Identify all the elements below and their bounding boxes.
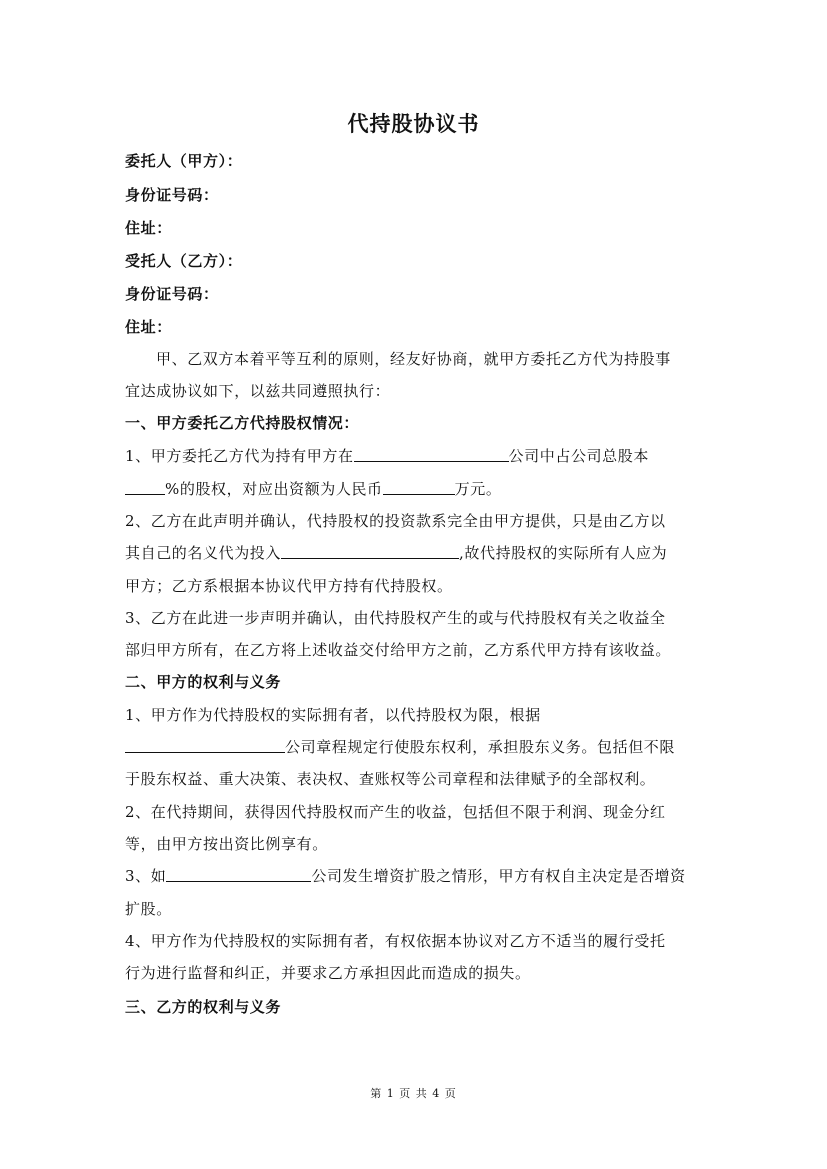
intro-line-1: 甲、乙双方本着平等互利的原则，经友好协商，就甲方委托乙方代为持股事	[156, 350, 671, 368]
party-a-id-label: 身份证号码：	[125, 186, 219, 204]
s1-paragraph-2-line-1: 2、乙方在此声明并确认，代持股权的投资款系完全由甲方提供，只是由乙方以	[125, 512, 666, 530]
s1-p1-text-c: %的股权，对应出资额为人民币	[165, 480, 383, 498]
capital-increase-company-blank[interactable]	[166, 867, 311, 882]
section-2-heading: 二、甲方的权利与义务	[125, 673, 282, 691]
s1-p2-text-b: ,故代持股权的实际所有人应为	[459, 544, 668, 562]
s2-p1-text-b: 公司章程规定行使股东权利，承担股东义务。包括但不限	[285, 738, 676, 756]
s1-paragraph-1-line-1	[125, 445, 649, 466]
s1-paragraph-3-line-2: 部归甲方所有，在乙方将上述收益交付给甲方之前，乙方系代甲方持有该收益。	[125, 641, 672, 659]
party-a-label: 委托人（甲方）：	[125, 152, 243, 170]
page-number: 第 1 页 共 4 页	[370, 1087, 457, 1100]
s2-paragraph-4-line-1: 4、甲方作为代持股权的实际拥有者，有权依据本协议对乙方不适当的履行受托	[125, 932, 666, 950]
s2-paragraph-3-line-1	[125, 865, 686, 886]
s1-p1-text-b: 公司中占公司总股本	[508, 447, 649, 465]
s1-paragraph-3-line-1: 3、乙方在此进一步声明并确认，由代持股权产生的或与代持股权有关之收益全	[125, 609, 666, 627]
s1-p1-text-d: 万元。	[454, 480, 502, 498]
document-title: 代持股协议书	[347, 112, 480, 136]
s2-p3-text-a: 3、如	[125, 867, 167, 885]
party-b-id-label: 身份证号码：	[125, 285, 219, 303]
s1-paragraph-1-line-2	[125, 478, 501, 499]
share-percent-blank[interactable]	[125, 480, 165, 495]
company-name-blank[interactable]	[354, 447, 509, 462]
party-b-label: 受托人（乙方）：	[125, 252, 243, 270]
section-3-heading: 三、乙方的权利与义务	[125, 998, 282, 1016]
s2-paragraph-3-line-2: 扩股。	[125, 900, 172, 918]
s1-paragraph-2-line-2	[125, 542, 667, 563]
capital-amount-blank[interactable]	[383, 480, 455, 495]
s2-paragraph-1-line-3: 于股东权益、重大决策、表决权、查账权等公司章程和法律赋予的全部权利。	[125, 770, 656, 788]
s2-paragraph-2-line-2: 等，由甲方按出资比例享有。	[125, 835, 328, 853]
s2-paragraph-1-line-1: 1、甲方作为代持股权的实际拥有者，以代持股权为限，根据	[125, 706, 541, 724]
s2-p3-text-b: 公司发生增资扩股之情形，甲方有权自主决定是否增资	[311, 867, 686, 885]
s2-paragraph-1-line-2	[125, 736, 675, 757]
company-charter-blank[interactable]	[125, 738, 285, 753]
s1-p2-text-a: 其自己的名义代为投入	[125, 544, 282, 562]
s1-paragraph-2-line-3: 甲方；乙方系根据本协议代甲方持有代持股权。	[125, 577, 453, 595]
s2-paragraph-2-line-1: 2、在代持期间，获得因代持股权而产生的收益，包括但不限于利润、现金分红	[125, 803, 666, 821]
investment-target-blank[interactable]	[281, 544, 459, 559]
intro-line-2: 宜达成协议如下，以兹共同遵照执行：	[125, 382, 391, 400]
s2-paragraph-4-line-2: 行为进行监督和纠正，并要求乙方承担因此而造成的损失。	[125, 964, 531, 982]
s1-p1-text-a: 1、甲方委托乙方代为持有甲方在	[125, 447, 354, 465]
section-1-heading: 一、甲方委托乙方代持股权情况：	[125, 414, 360, 432]
party-b-address-label: 住址：	[125, 318, 172, 336]
party-a-address-label: 住址：	[125, 219, 172, 237]
